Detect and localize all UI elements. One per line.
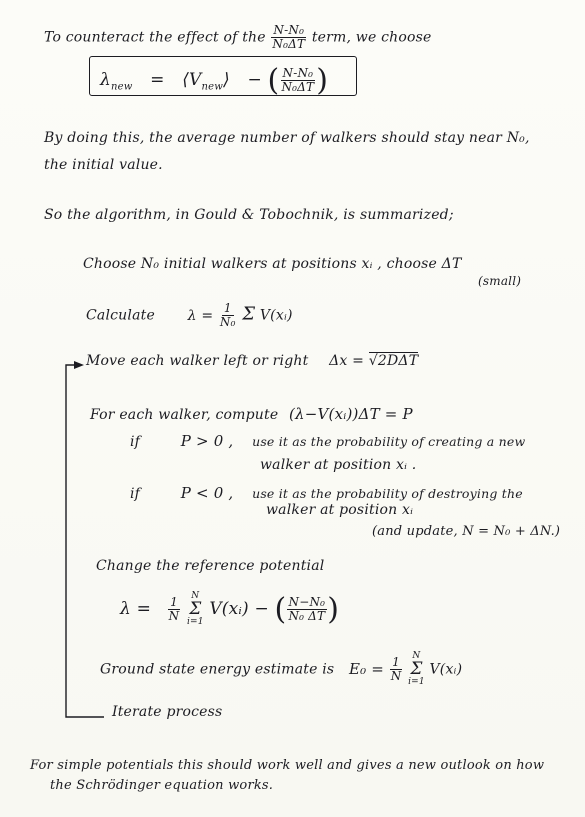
ref-sum-bottom: i=1 <box>186 617 204 627</box>
algorithm-intro: So the algorithm, in Gould & Tobochnik, is summarized; <box>44 207 454 223</box>
move-dx: Δx = <box>329 353 365 369</box>
closing-line-2: the Schrödinger equation works. <box>50 778 274 793</box>
if1-text-a: use it as the probability of creating a new <box>252 434 526 449</box>
calc-frac-den: N₀ <box>219 315 236 329</box>
intro-frac-den: N₀ΔT <box>272 37 306 51</box>
ground-prefix: Ground state energy estimate is <box>100 661 335 678</box>
ground-sum-sigma: Σ <box>410 659 423 679</box>
walker-line-1: By doing this, the average number of walkers should stay near N₀, <box>44 130 530 146</box>
loop-arrow-line <box>66 365 104 717</box>
if1-keyword: if <box>130 434 141 450</box>
if2-text-a: use it as the probability of destroying the <box>252 486 523 501</box>
closing-line-1: For simple potentials this should work well and gives a new outlook on how <box>30 758 545 773</box>
foreach-prefix: For each walker, compute <box>90 407 279 423</box>
boxed-avg: ⟨V <box>182 70 202 90</box>
if2-condition: P < 0 , <box>180 484 234 502</box>
calc-frac-num: 1 <box>223 301 232 315</box>
move-text: Move each walker left or right <box>86 353 309 369</box>
boxed-lhs-sub: new <box>110 81 133 93</box>
ground-tail: V(xᵢ) <box>429 661 463 678</box>
if2-text-b: walker at position xᵢ <box>266 502 414 518</box>
iterate-line: Iterate process <box>112 704 223 720</box>
ref-tail: V(xᵢ) − <box>209 599 269 619</box>
boxed-open-paren: ( <box>267 63 280 98</box>
if1-condition: P > 0 , <box>180 432 234 450</box>
boxed-avg-sub: new <box>201 81 224 93</box>
ref-open-paren: ( <box>274 592 287 627</box>
intro-suffix: term, we choose <box>311 29 432 46</box>
ref-sum-sigma: Σ <box>189 599 202 619</box>
move-sqrt: √2DΔT <box>368 353 419 369</box>
if2-keyword: if <box>130 486 141 502</box>
small-note: (small) <box>478 274 522 288</box>
ground-sum-bottom: i=1 <box>408 677 425 687</box>
ground-sum-top: N <box>412 651 421 661</box>
boxed-eq: = <box>150 70 165 90</box>
update-note: (and update, N = N₀ + ΔN.) <box>372 524 561 539</box>
ref-frac-num: 1 <box>170 595 178 609</box>
calc-tail: V(xᵢ) <box>259 307 293 324</box>
intro-prefix: To counteract the effect of the <box>44 29 266 46</box>
calc-label: Calculate <box>86 307 155 324</box>
boxed-frac-den: N₀ΔT <box>281 80 315 94</box>
calc-sum: Σ <box>242 303 256 325</box>
foreach-expr: (λ−V(xᵢ))ΔT = P <box>288 405 413 423</box>
ground-frac-num: 1 <box>392 655 400 669</box>
loop-arrowhead <box>74 361 84 369</box>
boxed-minus: − <box>247 70 262 90</box>
boxed-close-paren: ) <box>316 63 329 98</box>
change-line: Change the reference potential <box>96 558 325 574</box>
ref-lambda: λ = <box>120 599 152 619</box>
ref-frac2-den: N₀ ΔT <box>288 609 326 623</box>
boxed-lhs: λ <box>100 70 111 90</box>
ground-frac-den: N <box>390 669 402 683</box>
if1-text-b: walker at position xᵢ . <box>260 457 417 473</box>
ref-sum-top: N <box>191 591 200 601</box>
ref-frac2-num: N−N₀ <box>288 595 326 609</box>
choose-line: Choose N₀ initial walkers at positions xᵢ , choose ΔT <box>83 256 462 272</box>
walker-line-2: the initial value. <box>44 157 163 173</box>
boxed-frac-num: N-N₀ <box>282 66 314 80</box>
ref-close-paren: ) <box>327 592 340 627</box>
ref-frac-den: N <box>168 609 180 623</box>
calc-lambda: λ = <box>187 307 214 324</box>
boxed-avg-close: ⟩ <box>223 70 230 90</box>
ground-E: E₀ = <box>348 659 385 678</box>
intro-frac-num: N-N₀ <box>273 23 305 37</box>
